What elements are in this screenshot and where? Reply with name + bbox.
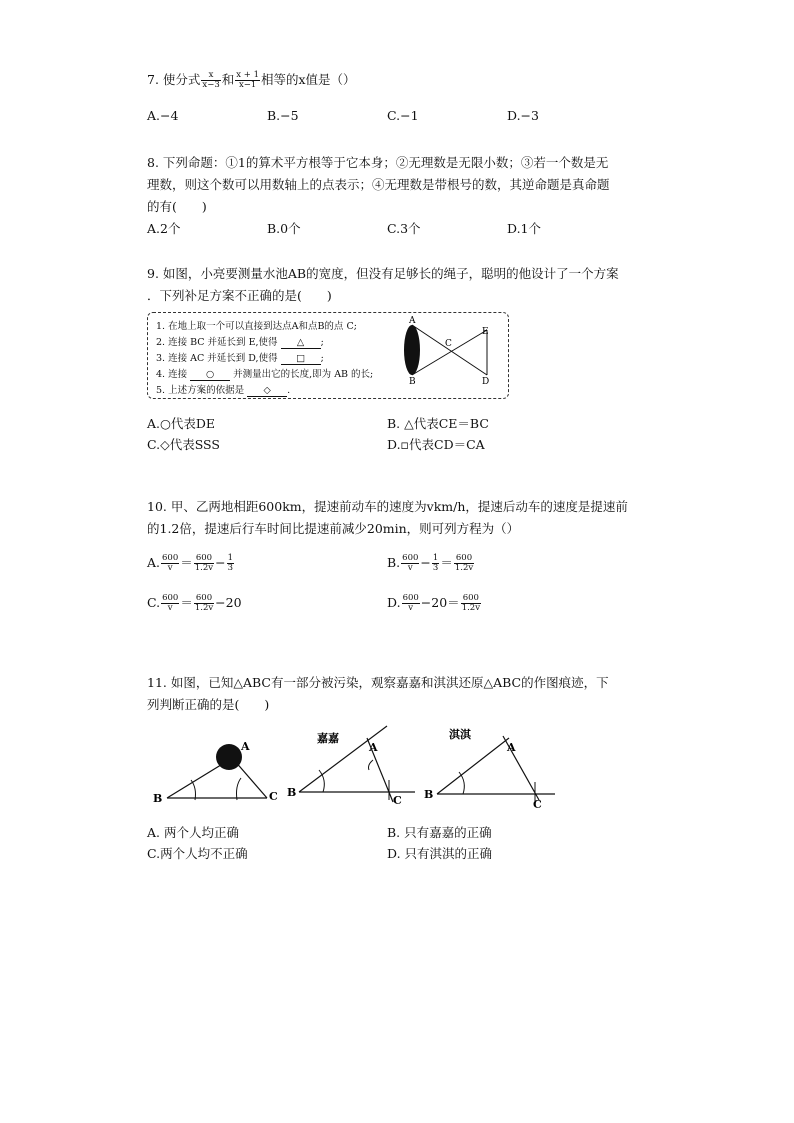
q9-step5-text: 5. 上述方案的依据是 (156, 385, 245, 396)
q10-d-d1: v (408, 603, 414, 613)
q10-b-frac3 (432, 554, 439, 573)
q10-a-minus: − (215, 555, 226, 570)
q7-frac1 (201, 71, 220, 90)
q9-step5-dot: . (287, 385, 291, 396)
q7-frac2-num: x + 1 (236, 70, 259, 80)
q11-figure-jiajia (287, 726, 415, 807)
q10-line-1: 10. 甲、乙两地相距600km，提速前动车的速度为vkm/h，提速后动车的速度是提速前 (147, 499, 628, 514)
q9-blank-circle: ○ (190, 369, 230, 381)
q9-label-a: A (409, 316, 416, 326)
q11-label-qiqi: 淇淇 (449, 728, 471, 741)
q10-c-n2: 600 (194, 594, 214, 604)
q11-f1-label-b: B (153, 792, 163, 805)
q11-label-jiajia: 嘉嘉 (317, 732, 339, 745)
q10-c-frac1 (161, 594, 179, 613)
q10-b-n2: 600 (454, 554, 474, 564)
q9-plan-step-1: 1. 在地上取一个可以直接到达点A和点B的点 C; (156, 321, 357, 332)
q8-option-b[interactable]: B.0个 (267, 221, 301, 236)
q10-b-frac2 (454, 554, 474, 573)
q11-f2-label-b: B (287, 786, 297, 799)
q11-line-2: 列判断正确的是( ) (147, 697, 270, 712)
q9-option-a[interactable]: A.○代表DE (147, 416, 216, 431)
q11-f2-arc-a (369, 760, 374, 770)
q7-frac2-den: x−1 (238, 80, 257, 90)
q10-b-n3: 1 (432, 553, 439, 563)
q11-option-a[interactable]: A. 两个人均正确 (147, 825, 239, 840)
q7-stem (147, 70, 356, 90)
q10-b-minus: − (420, 555, 431, 570)
q9-blank-diamond: ◇ (247, 385, 287, 397)
q11-f3-label-b: B (424, 788, 434, 801)
q10-d-mid: −20＝ (420, 595, 460, 610)
q11-f1-ca (234, 760, 267, 798)
q10-c-frac2 (194, 594, 214, 613)
q11-figure-qiqi (424, 727, 555, 811)
q10-b-eq: ＝ (440, 555, 453, 570)
q10-a-frac1 (161, 554, 179, 573)
q10-c-label: C. (147, 595, 161, 610)
q9-option-b[interactable]: B. △代表CE＝BC (387, 416, 489, 431)
q9-label-e: E (482, 327, 489, 337)
q8-line-2: 理数，则这个数可以用数轴上的点表示；④无理数是带根号的数，其逆命题是真命题 (147, 177, 610, 192)
q11-stain (216, 744, 242, 770)
q9-plan-step-2 (156, 334, 324, 349)
q10-a-frac2 (194, 554, 214, 573)
q7-option-d[interactable]: D.−3 (507, 108, 539, 123)
q10-d-d2: 1.2v (461, 603, 481, 613)
q9-step2-text: 2. 连接 BC 并延长到 E,使得 (156, 337, 278, 348)
q11-f2-ray-b (299, 726, 387, 792)
q9-option-d[interactable]: D.▫代表CD＝CA (387, 437, 485, 452)
q10-option-d[interactable] (387, 593, 482, 613)
q8-line-3: 的有( ) (147, 199, 207, 214)
q10-a-d3: 3 (227, 563, 233, 573)
q7-option-a[interactable]: A.−4 (147, 108, 179, 123)
q10-c-d2: 1.2v (194, 603, 214, 613)
q9-pond-shape (404, 325, 420, 375)
q11-f3-arc (459, 772, 464, 794)
q11-option-d[interactable]: D. 只有淇淇的正确 (387, 846, 493, 861)
q11-f3-label-c: C (533, 798, 542, 811)
q7-stem-mid: 和 (221, 72, 235, 87)
q11-f2-label-a: A (369, 741, 378, 754)
q11-f3-ba (437, 738, 509, 794)
q9-step4-tail: 并测量出它的长度,即为 AB 的长; (233, 369, 374, 380)
q9-option-c[interactable]: C.◇代表SSS (147, 437, 220, 452)
q11-figure-original (153, 740, 278, 805)
q11-f1-arc-c (237, 778, 242, 800)
q9-step3-semi: ; (320, 353, 324, 364)
q9-label-c: C (445, 339, 452, 349)
q7-frac1-den: x−3 (202, 80, 220, 90)
q9-label-b: B (409, 377, 416, 387)
q8-option-c[interactable]: C.3个 (387, 221, 421, 236)
q10-b-label: B. (387, 555, 401, 570)
q11-f1-label-a: A (241, 740, 250, 753)
q10-c-d1: v (167, 603, 173, 613)
q7-stem-pre: 7. 使分式 (147, 72, 201, 87)
q10-b-frac1 (401, 554, 419, 573)
q9-plan-step-3 (156, 350, 324, 365)
q8-option-a[interactable]: A.2个 (147, 221, 181, 236)
q9-step4-text: 4. 连接 (156, 369, 188, 380)
q11-option-b[interactable]: B. 只有嘉嘉的正确 (387, 825, 492, 840)
q7-option-c[interactable]: C.−1 (387, 108, 419, 123)
q10-c-eq: ＝ (180, 595, 193, 610)
q9-segment-be (412, 330, 487, 375)
q7-option-b[interactable]: B.−5 (267, 108, 299, 123)
q9-blank-square: □ (281, 353, 321, 365)
q8-option-d[interactable]: D.1个 (507, 221, 542, 236)
q10-a-n2: 600 (194, 554, 214, 564)
q9-line-1: 9. 如图，小亮要测量水池AB的宽度，但没有足够长的绳子，聪明的他设计了一个方案 (147, 266, 619, 281)
q11-option-c[interactable]: C.两个人均不正确 (147, 846, 248, 861)
q10-d-label: D. (387, 595, 401, 610)
q9-segment-ad (412, 325, 487, 375)
q10-line-2: 的1.2倍，提速后行车时间比提速前减少20min，则可列方程为（） (147, 521, 520, 536)
q11-f3-label-a: A (507, 741, 516, 754)
q10-b-d1: v (407, 563, 413, 573)
q9-plan-step-5 (156, 382, 290, 397)
q10-b-d3: 3 (432, 563, 439, 573)
q9-step2-semi: ; (320, 337, 324, 348)
q11-f2-label-c: C (393, 794, 402, 807)
q10-c-n1: 600 (162, 593, 179, 603)
q10-option-b[interactable] (387, 553, 475, 573)
q7-stem-post: 相等的x值是（） (260, 72, 356, 87)
q9-plan-step-4 (156, 366, 373, 381)
q10-a-eq: ＝ (180, 555, 193, 570)
q10-d-n1: 600 (402, 593, 419, 603)
q10-a-n1: 600 (162, 553, 179, 563)
q10-a-d2: 1.2v (194, 563, 214, 573)
q10-option-c[interactable] (147, 593, 242, 613)
q9-line-2: ．下列补足方案不正确的是( ) (147, 288, 332, 303)
q7-frac1-num: x (201, 71, 220, 81)
q10-a-frac3 (227, 554, 234, 573)
q8-line-1: 8. 下列命题：①1的算术平方根等于它本身；②无理数是无限小数；③若一个数是无 (147, 155, 609, 170)
q10-d-n2: 600 (461, 594, 481, 604)
q10-a-label: A. (147, 555, 161, 570)
q10-option-a[interactable] (147, 553, 235, 573)
q10-d-frac1 (402, 594, 420, 613)
q11-f1-label-c: C (269, 790, 278, 803)
q11-figures (147, 720, 567, 815)
q10-d-frac2 (461, 594, 481, 613)
q9-blank-triangle: △ (281, 337, 321, 349)
q9-step3-text: 3. 连接 AC 并延长到 D,使得 (156, 353, 278, 364)
q10-a-d1: v (167, 563, 173, 573)
q9-pond-figure (395, 312, 507, 398)
q11-line-1: 11. 如图，已知△ABC有一部分被污染，观察嘉嘉和淇淇还原△ABC的作图痕迹，下 (147, 675, 609, 690)
q7-frac2 (235, 71, 260, 90)
q9-label-d: D (482, 377, 490, 387)
q10-b-d2: 1.2v (454, 563, 474, 573)
q10-a-n3: 1 (227, 553, 233, 563)
q10-c-tail: −20 (215, 595, 242, 610)
q10-b-n1: 600 (402, 553, 419, 563)
